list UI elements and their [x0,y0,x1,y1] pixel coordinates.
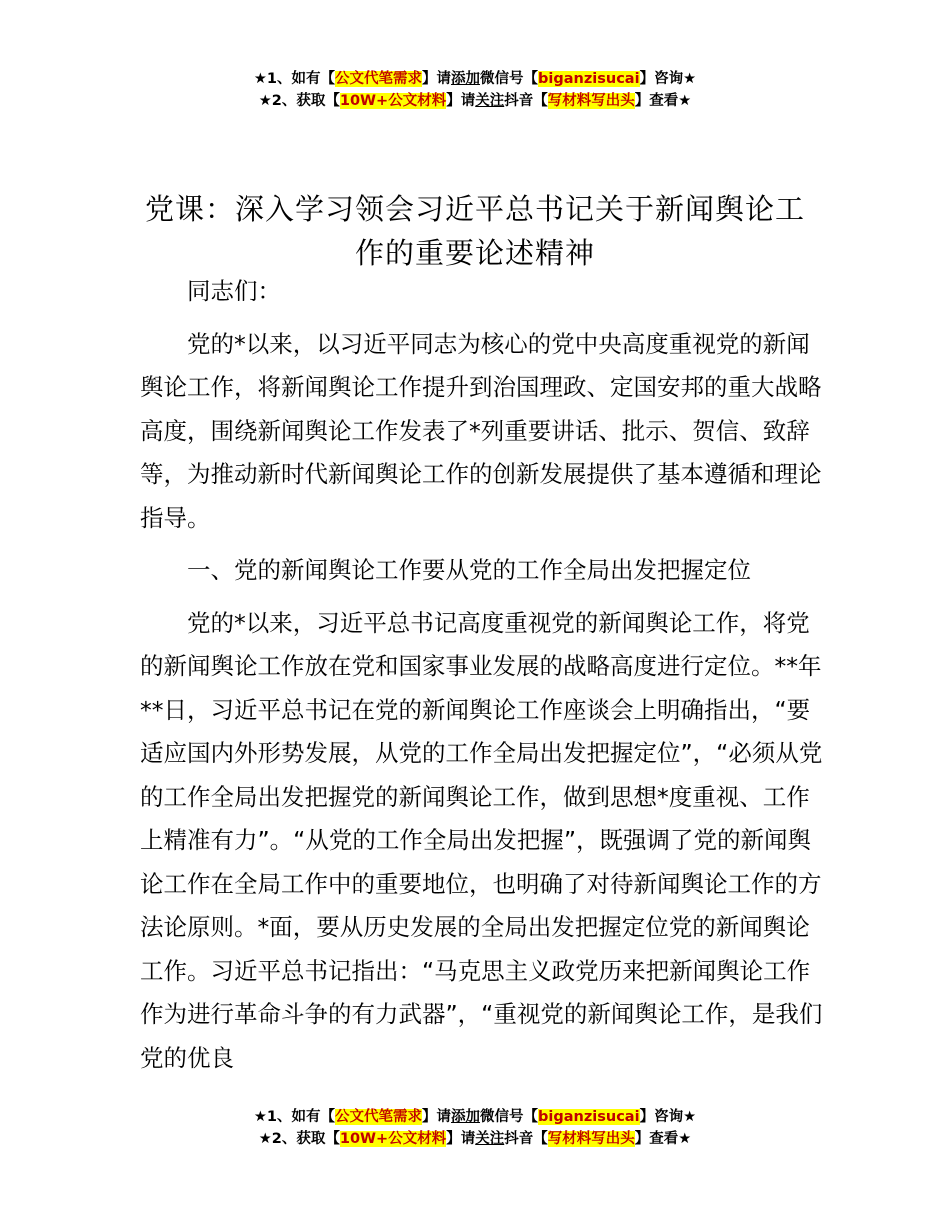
banner-text: 】请 [446,1131,476,1147]
banner-text: 微信号【 [480,1109,539,1125]
banner-text: 1、如有【 [266,1109,336,1125]
banner-text: 】请 [446,93,476,109]
banner-underlined: 添加 [451,71,481,87]
banner-text: 】查看★ [634,1131,692,1147]
star-icon: ★ [258,1131,272,1147]
banner-text: 】请 [422,1109,452,1125]
banner-line-1 [0,68,950,90]
salutation: 同志们： [187,277,281,305]
banner-underlined: 关注 [475,1131,505,1147]
banner-text: 2、获取【 [271,1131,340,1147]
banner-text: 2、获取【 [271,93,340,109]
banner-line-2 [0,90,950,112]
highlight-douyin: 写材料写出头 [547,93,635,109]
highlight-materials: 10W+公文材料 [339,1131,447,1147]
banner-text: 】咨询★ [639,71,697,87]
document-body [140,270,830,1080]
highlight-wechat-id: biganzisucai [538,71,640,87]
banner-underlined: 关注 [475,93,505,109]
footer-banner [0,1106,950,1150]
highlight-douyin: 写材料写出头 [547,1131,635,1147]
banner-text: 】请 [422,71,452,87]
paragraph-intro: 党的*以来，以习近平同志为核心的党中央高度重视党的新闻舆论工作，将新闻舆论工作提升到治国理政、定国安邦的重大战略高度，围绕新闻舆论工作发表了*列重要讲话、批示、贺信、致辞等，为推动新时代新闻舆论工作的创新发展提供了基本遵循和理论指导。 [140,329,822,532]
star-icon: ★ [253,1109,267,1125]
banner-text: 1、如有【 [266,71,336,87]
banner-text: 】查看★ [634,93,692,109]
paragraph-section-1: 党的*以来，习近平总书记高度重视党的新闻舆论工作，将党的新闻舆论工作放在党和国家事业发展的战略高度进行定位。**年**日，习近平总书记在党的新闻舆论工作座谈会上明确指出，“要适应国内外形势发展，从党的工作全局出发把握定位”，“必须从党的工作全局出发把握党的新闻舆论工作，做到思想*度重视、工作上精准有力”。“从党的工作全局出发把握”，既强调了党的新闻舆论工作在全局工作中的重要地位，也明确了对待新闻舆论工作的方法论原则。*面，要从历史发展的全局出发把握定位党的新闻舆论工作。习近平总书记指出：“马克思主义政党历来把新闻舆论工作作为进行革命斗争的有力武器”，“重视党的新闻舆论工作，是我们党的优良 [140,608,823,1072]
banner-text: 抖音【 [504,1131,548,1147]
banner-text: 微信号【 [480,71,539,87]
banner-underlined: 添加 [451,1109,481,1125]
star-icon: ★ [258,93,272,109]
banner-text: 】咨询★ [639,1109,697,1125]
banner-line-1 [0,1106,950,1128]
highlight-service: 公文代笔需求 [335,71,423,87]
banner-text: 抖音【 [504,93,548,109]
highlight-wechat-id: biganzisucai [538,1109,640,1125]
highlight-service: 公文代笔需求 [335,1109,423,1125]
header-banner [0,68,950,112]
star-icon: ★ [253,71,267,87]
banner-line-2 [0,1128,950,1150]
section-heading: 一、党的新闻舆论工作要从党的工作全局出发把握定位 [187,556,751,584]
document-title: 党课：深入学习领会习近平总书记关于新闻舆论工作的重要论述精神 [144,192,805,271]
highlight-materials: 10W+公文材料 [339,93,447,109]
